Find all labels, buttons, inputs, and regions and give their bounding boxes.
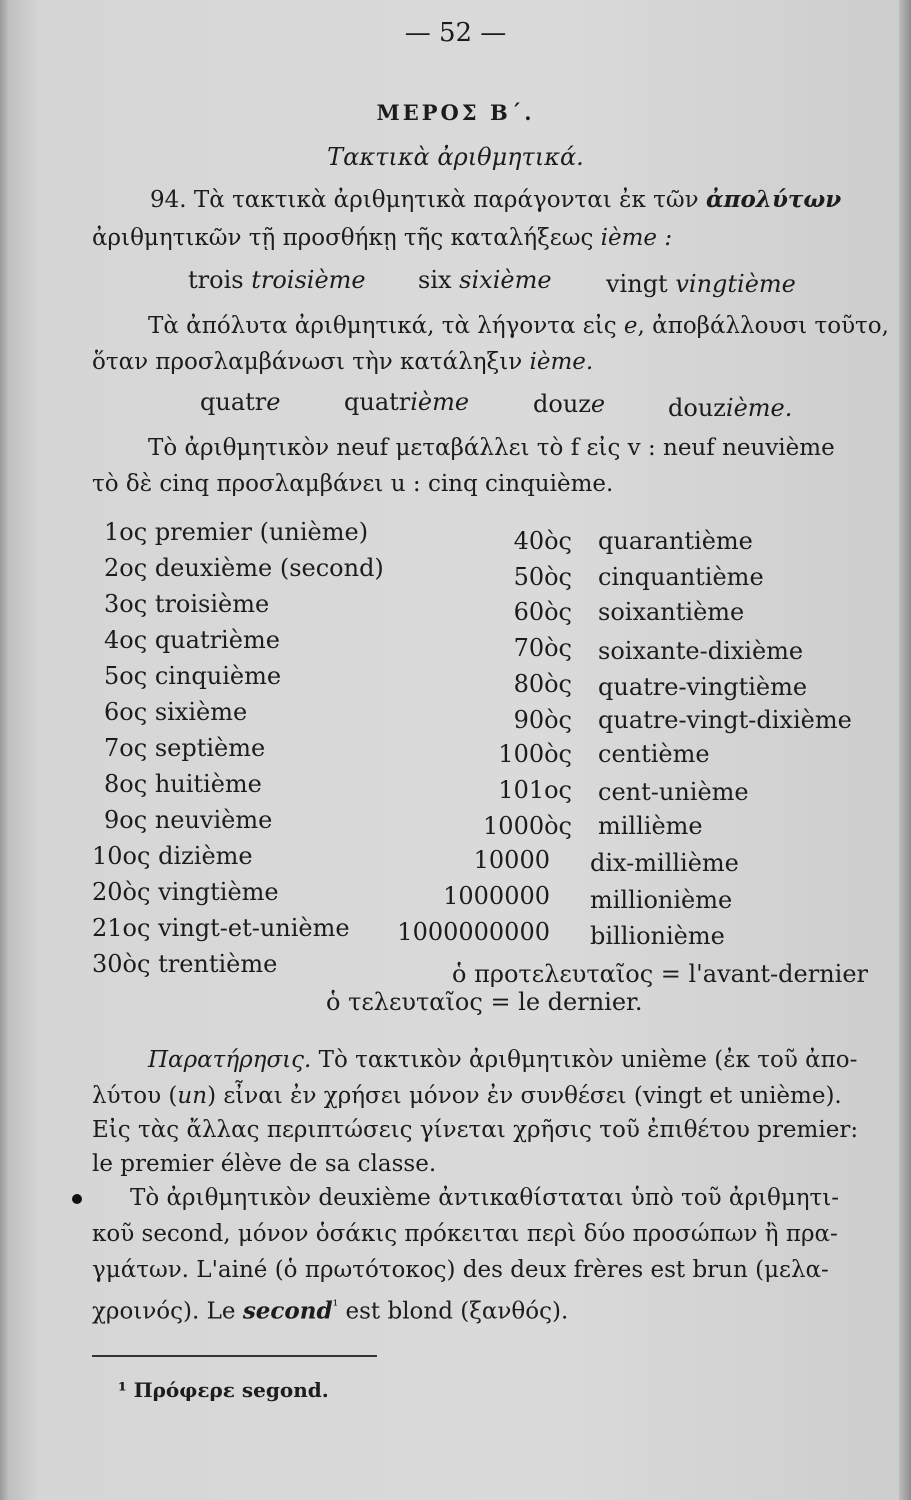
remark-line2: λύτου (un) εἶναι ἐν χρήσει μόνον ἐν συνθέσει (vingt et unième). — [92, 1083, 842, 1109]
ordinal-word: centième — [598, 740, 710, 768]
para4-line1: Τὸ ἀριθμητικὸν deuxième ἀντικαθίσταται ὑπὸ τοῦ ἀριθμητι- — [130, 1185, 840, 1211]
page-right-edge — [899, 0, 911, 1500]
para3-line1: Τὸ ἀριθμητικὸν neuf μεταβάλλει τὸ f εἰς v : neuf neuvième — [148, 435, 835, 461]
para1-line1: 94. Τὰ τακτικὰ ἀριθμητικὰ παράγονται ἐκ τῶν ἀπολύτων — [150, 186, 842, 213]
section-title: Τακτικὰ ἀριθμητικά. — [327, 143, 584, 171]
ordinal-word: millième — [598, 812, 703, 840]
example-vingt: vingt vingtième — [606, 270, 796, 298]
ordinal-row: 3ος troisième — [104, 590, 270, 618]
ordinal-word: millionième — [590, 886, 733, 914]
bullet-mark — [72, 1194, 82, 1204]
ordinal-row: 6ος sixième — [104, 698, 248, 726]
ordinal-row: 30ὸς trentième — [92, 950, 278, 978]
page-number: — 52 — — [404, 18, 507, 48]
ordinal-row: 9ος neuvième — [104, 806, 273, 834]
footnote-rule — [92, 1355, 377, 1357]
ordinal-word: dix-millième — [590, 849, 739, 877]
ordinal-word: cent-unième — [598, 778, 749, 806]
para2-line2: ὅταν προσλαμβάνωσι τὴν κατάληξιν ième. — [92, 349, 594, 375]
para4-line2: κοῦ second, μόνον ὁσάκις πρόκειται περὶ δύο προσώπων ἢ πρα- — [92, 1221, 838, 1247]
example-quatrieme: quatrième — [344, 388, 470, 416]
ordinal-number: 1000000000 — [397, 918, 550, 946]
ordinal-row: 21ος vingt-et-unième — [92, 914, 350, 942]
ordinal-number: 90ὸς — [513, 706, 572, 734]
last-line: ὁ τελευταῖος = le dernier. — [326, 988, 643, 1016]
ordinal-word: quatre-vingt-dixième — [598, 706, 852, 734]
ordinal-word: quarantième — [598, 527, 753, 555]
ordinal-number: 101ος — [498, 776, 572, 804]
ordinal-row: 8ος huitième — [104, 770, 262, 798]
para4-line4: χροινός). Le second$^{^1}$ est blond (ξανθός). — [92, 1297, 569, 1325]
remark-line4: le premier élève de sa classe. — [92, 1151, 437, 1177]
page-left-edge — [0, 0, 10, 1500]
para4-line3: γμάτων. L'ainé (ὁ πρωτότοκος) des deux frères est brun (μελα- — [92, 1257, 829, 1283]
para3-line2: τὸ δὲ cinq προσλαμβάνει u : cinq cinquième. — [92, 471, 614, 497]
ordinal-row: 7ος septième — [104, 734, 266, 762]
ordinal-number: 50ὸς — [513, 563, 572, 591]
ordinal-row: 10ος dizième — [92, 842, 253, 870]
example-quatre: quatre — [200, 388, 281, 416]
ordinal-word: quatre-vingtième — [598, 673, 808, 701]
ordinal-word: billionième — [590, 922, 725, 950]
example-trois: trois troisième — [188, 266, 366, 294]
ordinal-row: 1ος premier (unième) — [104, 518, 369, 546]
ordinal-number: 80ὸς — [513, 670, 572, 698]
ordinal-word: soixante-dixième — [598, 637, 804, 665]
ordinal-number: 70ὸς — [513, 634, 572, 662]
remark-line3: Εἰς τὰς ἄλλας περιπτώσεις γίνεται χρῆσις τοῦ ἐπιθέτου premier: — [92, 1117, 859, 1143]
ordinal-word: soixantième — [598, 598, 745, 626]
example-douze: douze — [533, 390, 606, 418]
ordinal-number: 40ὸς — [513, 527, 572, 555]
example-douzieme: douzième. — [668, 394, 793, 422]
ordinal-row: 2ος deuxième (second) — [104, 554, 384, 582]
part-title: ΜΕΡΟΣ Β΄. — [376, 100, 535, 125]
ordinal-number: 60ὸς — [513, 598, 572, 626]
ordinal-row: 5ος cinquième — [104, 662, 282, 690]
para2-line1: Τὰ ἀπόλυτα ἀριθμητικά, τὰ λήγοντα εἰς e, ἀποβάλλουσι τοῦτο, — [148, 313, 889, 339]
ordinal-row: 20ὸς vingtième — [92, 878, 279, 906]
ordinal-row: 4ος quatrième — [104, 626, 280, 654]
remark-line1: Παρατήρησις. Τὸ τακτικὸν ἀριθμητικὸν unième (ἐκ τοῦ ἀπο- — [148, 1047, 858, 1073]
penultimate-line: ὁ προτελευταῖος = l'avant-dernier — [452, 960, 869, 988]
ordinal-number: 1000ὸς — [483, 812, 572, 840]
ordinal-number: 100ὸς — [498, 740, 572, 768]
example-six: six sixième — [418, 266, 552, 294]
ordinal-number: 1000000 — [443, 882, 550, 910]
ordinal-word: cinquantième — [598, 563, 764, 591]
ordinal-number: 10000 — [473, 846, 550, 874]
para1-line2: ἀριθμητικῶν τῇ προσθήκῃ τῆς καταλήξεως ième : — [92, 225, 673, 251]
footnote: ¹ Πρόφερε segond. — [118, 1378, 329, 1402]
